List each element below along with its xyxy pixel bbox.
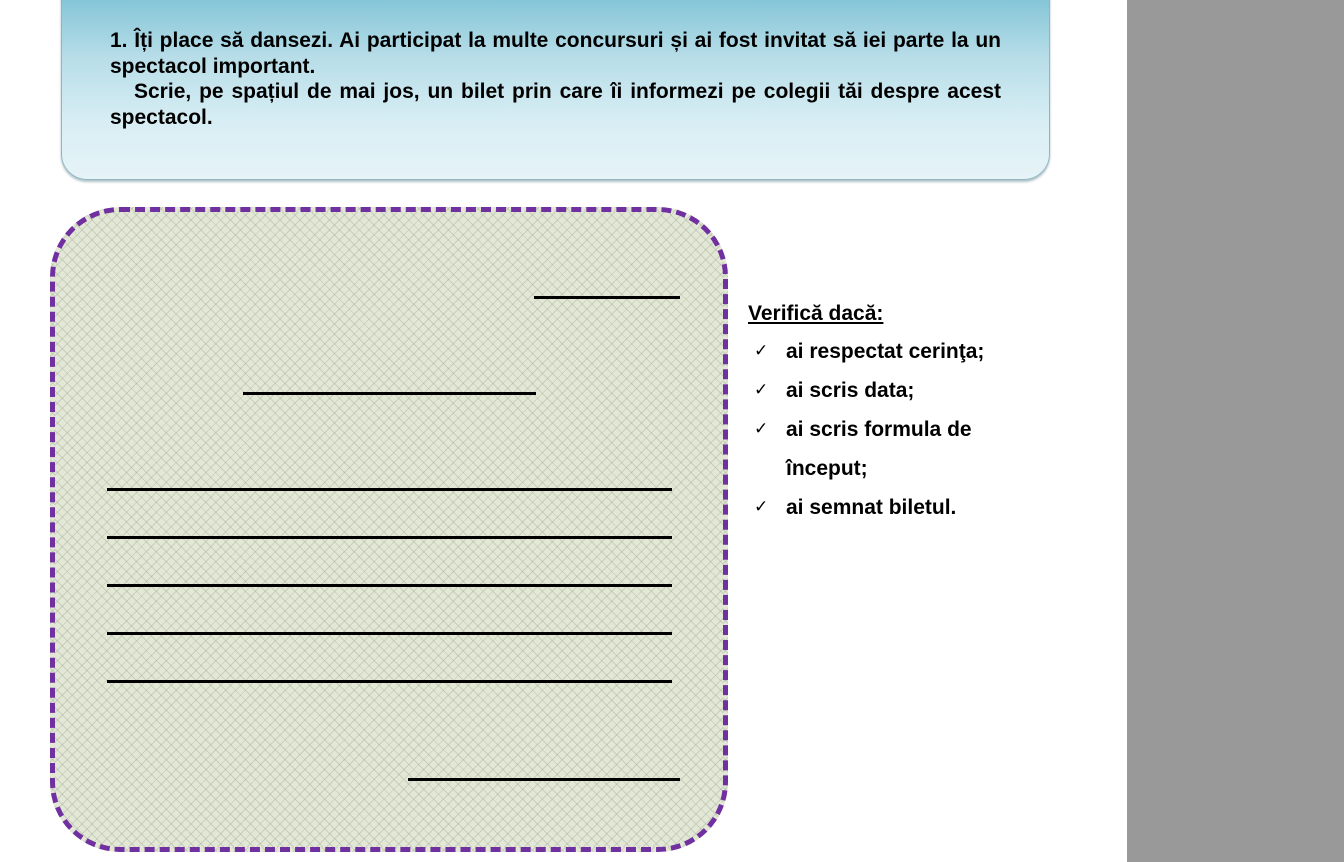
body-line: [107, 584, 672, 587]
greeting-line: [243, 392, 536, 395]
instruction-line-2: Scrie, pe spațiul de mai jos, un bilet prin care îi informezi pe colegii tăi despre acest spectacol.: [110, 80, 1001, 129]
instruction-text: [110, 28, 1001, 130]
instruction-line-1: 1. Îți place să dansezi. Ai participat la multe concursuri și ai fost invitat să iei parte la un spectacol important.: [110, 29, 1001, 78]
checklist: [748, 300, 1048, 527]
checklist-item: ✓ ai scris formula de început;: [748, 410, 1048, 488]
date-line: [534, 296, 680, 299]
signature-line: [408, 778, 680, 781]
checklist-item: ✓ ai respectat cerinţa;: [748, 332, 1048, 371]
body-line: [107, 632, 672, 635]
body-line: [107, 680, 672, 683]
body-line: [107, 536, 672, 539]
body-line: [107, 488, 672, 491]
viewer-background-panel: [1127, 0, 1344, 862]
check-icon: ✓: [754, 419, 769, 439]
checklist-title: Verifică dacă:: [748, 302, 884, 325]
checklist-item: ✓ ai semnat biletul.: [748, 488, 1048, 527]
checklist-item: ✓ ai scris data;: [748, 371, 1048, 410]
check-icon: ✓: [754, 497, 769, 517]
check-icon: ✓: [754, 341, 769, 361]
check-icon: ✓: [754, 380, 769, 400]
checklist-items: [748, 332, 1048, 527]
instruction-box: [61, 0, 1050, 180]
writing-area: [50, 207, 728, 852]
